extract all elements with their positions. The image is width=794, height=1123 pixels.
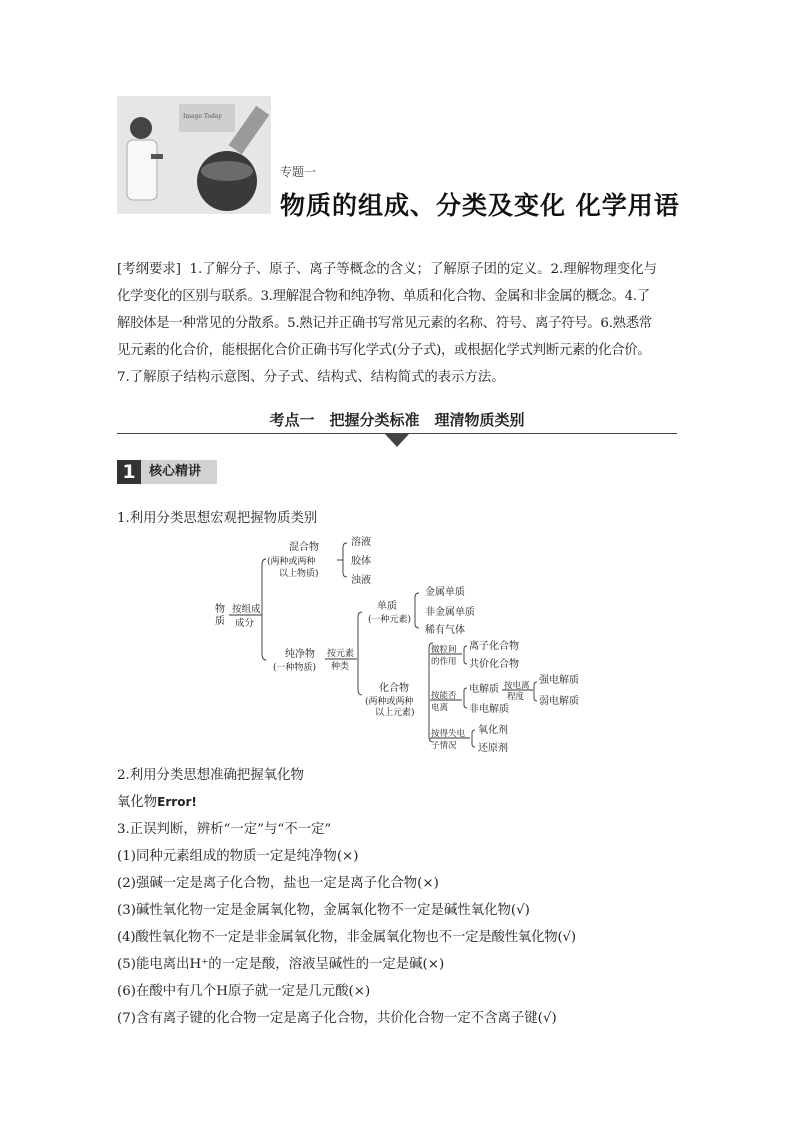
- diagram-by-particle-1: 微粒间: [431, 645, 457, 655]
- judgment-6: (6)在酸中有几个H原子就一定是几元酸(×): [117, 984, 371, 999]
- diagram-strong: 强电解质: [539, 675, 579, 686]
- item3-title: 3.正误判断，辨析“一定”与“不一定”: [117, 822, 332, 837]
- oxide-prefix: 氧化物: [117, 795, 158, 810]
- judgment-7: (7)含有离子键的化合物一定是离子化合物，共价化合物一定不含离子键(√): [117, 1011, 557, 1026]
- diagram-simple: 单质: [377, 601, 397, 612]
- section-heading: 考点一 把握分类标准 理清物质类别: [269, 411, 525, 429]
- diagram-by-composition-2: 成分: [235, 618, 255, 629]
- diagram-compound: 化合物: [379, 683, 409, 694]
- diagram-by-electron-2: 子情况: [431, 741, 457, 751]
- diagram-noble-gas: 稀有气体: [425, 625, 465, 636]
- diagram-mixture: 混合物: [289, 542, 319, 553]
- core-tag: [117, 460, 217, 484]
- diagram-simple-note: (一种元素): [368, 615, 412, 625]
- diagram-electrolyte: 电解质: [469, 684, 499, 695]
- diagram-by-degree-2: 程度: [507, 692, 525, 702]
- diagram-colloid: 胶体: [351, 556, 371, 567]
- diagram-mixture-note-2: 以上物质): [279, 569, 319, 579]
- core-number: 1: [117, 460, 141, 484]
- diagram-weak: 弱电解质: [539, 696, 579, 707]
- header-photo: [117, 96, 271, 214]
- diagram-oxidant: 氧化剂: [478, 725, 508, 736]
- diagram-pure: 纯净物: [285, 649, 315, 660]
- page-title: 物质的组成、分类及变化 化学用语: [280, 191, 680, 220]
- requirements-tag: [考纲要求]: [117, 262, 182, 277]
- judgment-5: (5)能电离出H⁺的一定是酸，溶液呈碱性的一定是碱(×): [117, 957, 445, 972]
- diagram-root-1: 物: [215, 604, 225, 615]
- requirements-line-3: 解胶体是一种常见的分散系。5.熟记并正确书写常见元素的名称、符号、离子符号。6.熟悉常: [117, 316, 652, 331]
- requirements-paragraph: [117, 256, 679, 391]
- judgment-2: (2)强碱一定是离子化合物，盐也一定是离子化合物(×): [117, 876, 439, 891]
- diagram-by-degree-1: 按电离: [504, 681, 530, 691]
- diagram-by-element-1: 按元素: [327, 649, 355, 659]
- diagram-non-electrolyte: 非电解质: [469, 704, 509, 715]
- diagram-nonmetal-simple: 非金属单质: [425, 607, 475, 618]
- diagram-reductant: 还原剂: [478, 743, 508, 754]
- judgment-4: (4)酸性氧化物不一定是非金属氧化物，非金属氧化物也不一定是酸性氧化物(√): [117, 930, 576, 945]
- diagram-by-ionize-1: 按能否: [431, 691, 457, 701]
- diagram-compound-note-2: 以上元素): [375, 708, 415, 718]
- requirements-line-1: [117, 256, 679, 283]
- diagram-compound-note-1: (两种或两种: [365, 697, 414, 707]
- diagram-solution: 溶液: [351, 537, 371, 548]
- requirements-line-5: 7.了解原子结构示意图、分子式、结构式、结构简式的表示方法。: [117, 370, 505, 385]
- diagram-by-particle-2: 的作用: [431, 657, 457, 667]
- item1-title: 1.利用分类思想宏观把握物质类别: [117, 511, 318, 526]
- item2-title: 2.利用分类思想准确把握氧化物: [117, 768, 304, 783]
- judgment-3: (3)碱性氧化物一定是金属氧化物，金属氧化物不一定是碱性氧化物(√): [117, 903, 530, 918]
- diagram-turbid: 浊液: [351, 575, 371, 586]
- topic-label: 专题一: [280, 165, 317, 179]
- judgment-1: (1)同种元素组成的物质一定是纯净物(×): [117, 849, 359, 864]
- diagram-by-ionize-2: 电离: [431, 703, 449, 713]
- diagram-by-electron-1: 按得失电: [431, 729, 466, 739]
- section-arrow-icon: [385, 434, 409, 447]
- lab-scientist-image: [117, 96, 271, 214]
- diagram-by-element-2: 种类: [331, 662, 350, 672]
- requirements-text-1: 1.了解分子、原子、离子等概念的含义；了解原子团的定义。2.理解物理变化与: [189, 262, 657, 277]
- diagram-by-composition-1: 按组成: [232, 604, 261, 615]
- requirements-line-4: 见元素的化合价，能根据化合价正确书写化学式(分子式)，或根据化学式判断元素的化合价。: [117, 343, 651, 358]
- diagram-metal-simple: 金属单质: [425, 587, 465, 598]
- oxide-line: [117, 791, 197, 810]
- diagram-root-2: 质: [215, 616, 225, 627]
- diagram-ionic: 离子化合物: [469, 641, 519, 652]
- requirements-line-2: 化学变化的区别与联系。3.理解混合物和纯净物、单质和化合物、金属和非金属的概念。4.了: [117, 289, 650, 304]
- classification-diagram: [205, 530, 595, 760]
- diagram-pure-note: (一种物质): [273, 663, 317, 673]
- photo-caption: Image Today: [183, 113, 222, 120]
- diagram-covalent: 共价化合物: [469, 659, 519, 670]
- core-label: 核心精讲: [149, 464, 202, 479]
- oxide-error: Error!: [157, 795, 197, 809]
- diagram-mixture-note-1: (两种或两种: [267, 557, 316, 567]
